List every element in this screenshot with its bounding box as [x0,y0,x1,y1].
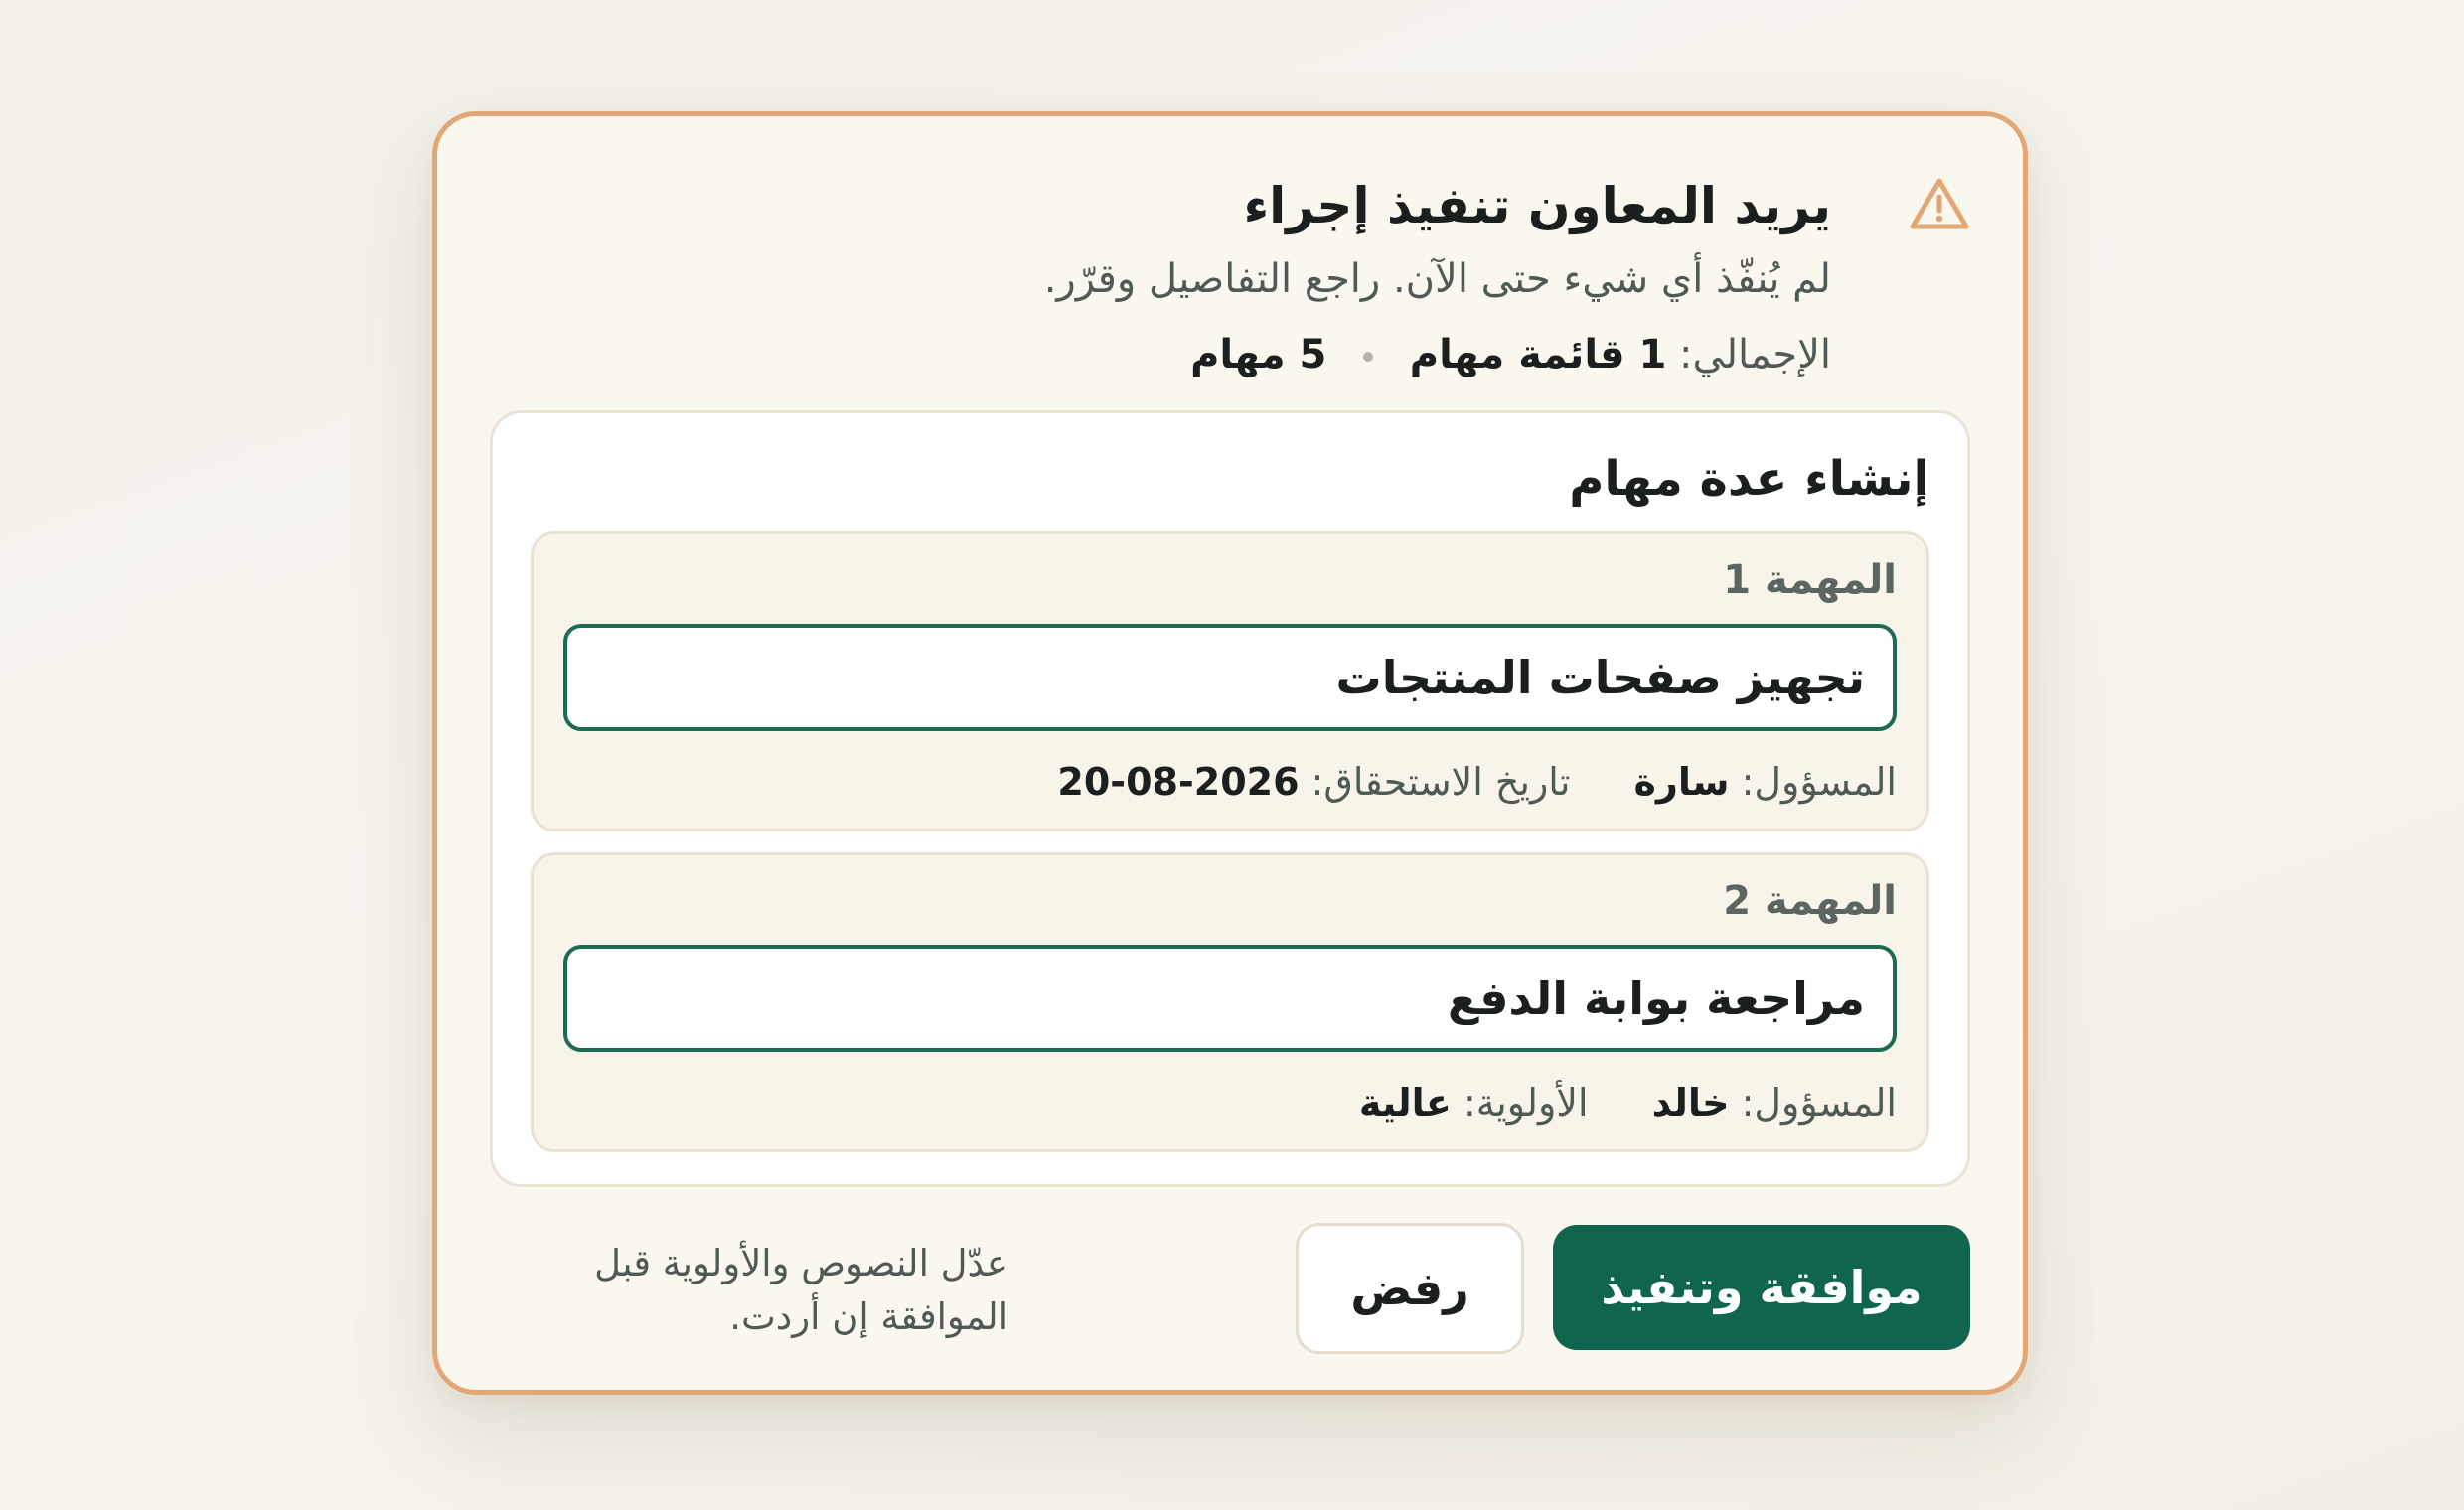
summary-lists: 1 قائمة مهام [1409,332,1667,378]
task-title-input[interactable] [563,624,1897,731]
meta-label: تاريخ الاستحقاق: [1310,760,1571,804]
warning-triangle-icon [1909,176,1970,231]
meta-label: الأولوية: [1463,1081,1589,1125]
separator-dot [1363,352,1373,362]
panel-title: إنشاء عدة مهام [1569,451,1929,507]
task-card [531,531,1929,831]
assignee-field [1652,1068,1897,1137]
dialog-title: يريد المعاون تنفيذ إجراء [1243,177,1831,234]
reject-button[interactable]: رفض [1296,1223,1524,1354]
task-label: المهمة 1 [1723,557,1897,603]
task-meta [1308,1068,1897,1137]
assignee-value: خالد [1651,1081,1730,1125]
priority-field [1359,1068,1589,1137]
footer-note: عدّل النصوص والأولوية قبل الموافقة إن أردت. [594,1242,1008,1338]
tasks-panel [490,410,1970,1187]
summary-label: الإجمالي: [1679,332,1831,378]
task-card [531,852,1929,1152]
priority-value: عالية [1358,1081,1452,1125]
meta-label: المسؤول: [1741,760,1897,804]
due-date-field [1057,747,1570,817]
assignee-field [1634,747,1897,817]
assignee-value: سارة [1633,760,1730,804]
task-title-input[interactable] [563,945,1897,1052]
due-date-value: 2026-08-20 [1057,760,1300,804]
dialog-subtitle: لم يُنفّذ أي شيء حتى الآن. راجع التفاصيل وقرّر. [1043,256,1831,302]
meta-label: المسؤول: [1741,1081,1897,1125]
task-label: المهمة 2 [1723,878,1897,924]
summary-tasks: 5 مهام [1190,332,1327,378]
dialog-header [490,168,1970,396]
summary-line [1190,317,1831,392]
approval-dialog [432,111,2028,1395]
approve-execute-button[interactable]: موافقة وتنفيذ [1553,1225,1970,1350]
task-meta [1005,747,1897,817]
